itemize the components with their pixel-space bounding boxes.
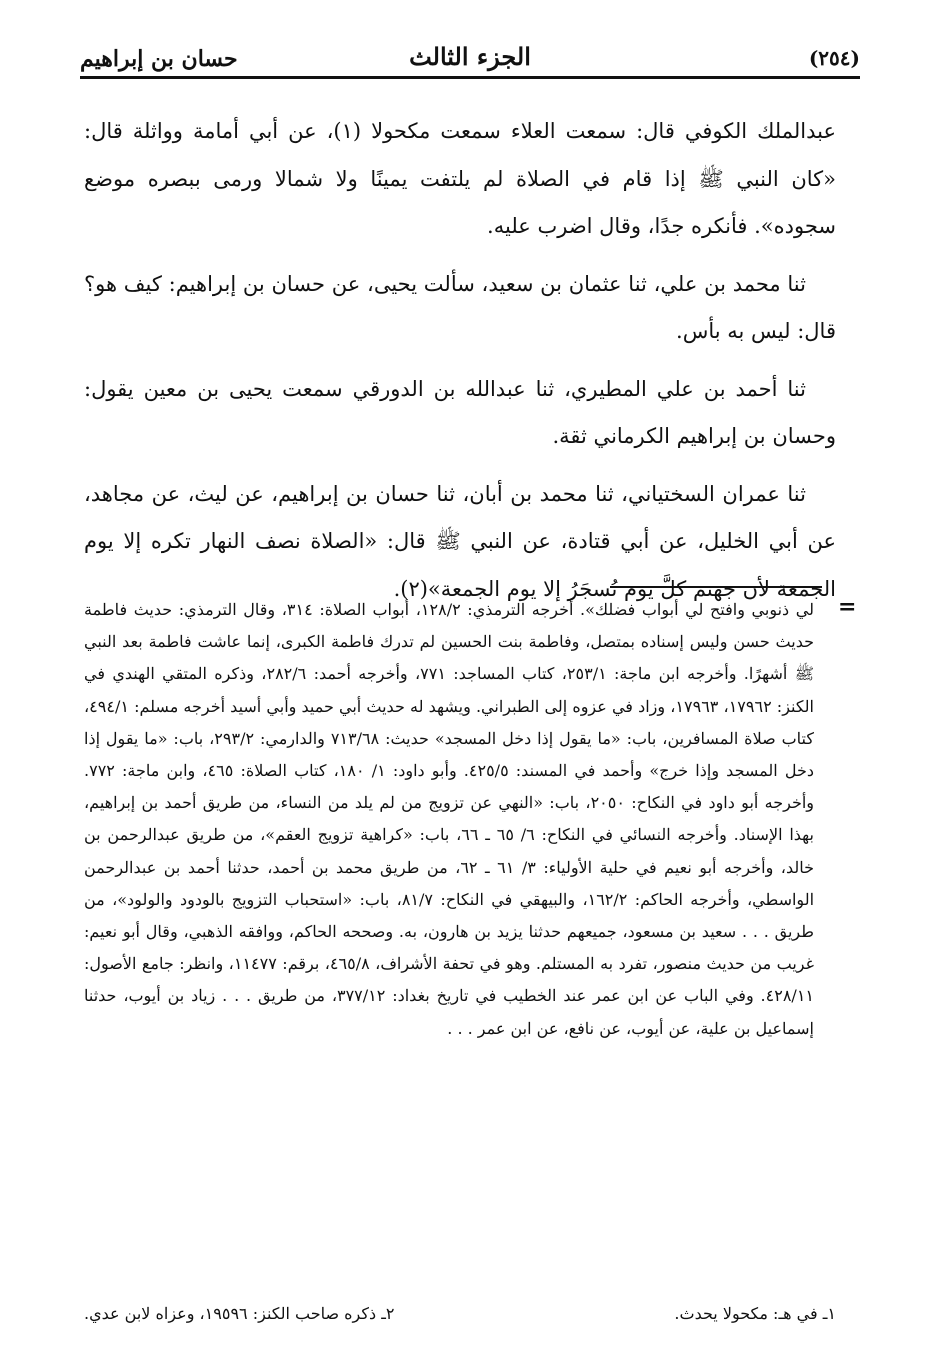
page-header: [80, 38, 860, 78]
paragraph-4: ثنا عمران السختياني، ثنا محمد بن أبان، ثنا حسان بن إبراهيم، عن ليث، عن مجاهد، عن أبي الخليل، عن أبي قتادة، عن النبي ﷺ قال: «الصلاة نصف النهار تكره إلا يوم الجمعة لأن جهنم كلَّ يوم تُسجَرُ إلا يوم الجمعة»(٢).: [84, 481, 836, 601]
footnote-continued: لي ذنوبي وافتح لي أبواب فضلك». أخرجه الترمذي: ١٢٨/٢، أبواب الصلاة: ٣١٤، وقال الترمذي: حديث فاطمة حديث حسن وليس إسناده بمتصل، وفاطمة بنت الحسين لم تدرك فاطمة الكبرى، إنما عاشت فاطمة بعد النبي ﷺ أشهرًا. وأخرجه ابن ماجة: ٢٥٣/١، كتاب المساجد: ٧٧١، وأخرجه أحمد: ٢٨٢/٦، وذكره المتقي الهندي في الكنز: ١٧٩٦٢، ١٧٩٦٣، وزاد في عزوه إلى الطبراني. ويشهد له حديث أبي حميد وأبي أسيد أخرجه مسلم: ٤٩٤/١، كتاب صلاة المسافرين، باب: «ما يقول إذا دخل المسجد» حديث: ٧١٣/٦٨ والدارمي: ٢٩٣/٢، باب: «ما يقول إذا دخل المسجد وإذا خرج» وأحمد في المسند: ٤٢٥/٥. وأبو داود: ١/ ١٨٠، كتاب الصلاة: ٤٦٥، وابن ماجة: ٧٧٢. وأخرجه أبو داود في النكاح: ٢٠٥٠، باب: «النهي عن تزويج من لم يلد من النساء، من طريق أحمد بن إبراهيم، بهذا الإسناد. وأخرجه النسائي في النكاح: ٦/ ٦٥ ـ ٦٦، باب: «كراهية تزويج العقم»، من طريق عبدالرحمن بن خالد، وأخرجه أبو نعيم في حلية الأولياء: ٣/ ٦١ ـ ٦٢، من طريق محمد بن أحمد، حدثنا أحمد بن عبدالرحمن الواسطي، وأخرجه الحاكم: ١٦٢/٢، والبيهقي في النكاح: ٨١/٧، باب: «استحباب التزويج بالودود والولود»، من طريق . . . سعيد بن مسعود، جميعهم حدثنا يزيد بن هارون، به. وصححه الحاكم، ووافقه الذهبي، وقال أبو نعيم: غريب من حديث منصور، تفرد به المستلم. وهو في تحفة الأشراف، ٤٦٥/٨، برقم: ١١٤٧٧، وانظر: جامع الأصول: ٤٢٨/١١. وفي الباب عن ابن عمر عند الخطيب في تاريخ بغداد: ٣٧٧/١٢، من طريق . . . زياد بن أيوب، حدثنا إسماعيل بن علية، عن أيوب، عن نافع، عن ابن عمر . . .: [84, 600, 815, 1038]
entry-name: حسان بن إبراهيم: [80, 46, 238, 72]
paragraph-2: ثنا محمد بن علي، ثنا عثمان بن سعيد، سألت يحيى، عن حسان بن إبراهيم: كيف هو؟ قال: ليس به بأس.: [84, 271, 836, 343]
page-number: (٢٥٤): [808, 46, 860, 70]
footnote-notes: [84, 1304, 836, 1338]
paragraph-1: عبدالملك الكوفي قال: سمعت العلاء سمعت مكحولا (١)، عن أبي أمامة وواثلة قال: «كان النبي ﷺ إذا قام في الصلاة لم يلتفت يمينًا ولا شمالا ورمى ببصره موضع سجوده». فأنكره جدًا، وقال اضرب عليه.: [84, 119, 836, 238]
footnote-1: ١ـ في هـ: مكحولا يحدث.: [674, 1304, 836, 1323]
footnote-continuation-mark: =: [838, 594, 857, 620]
main-text: [84, 108, 836, 623]
footnote-2: ٢ـ ذكره صاحب الكنز: ١٩٥٩٦، وعزاه لابن عدي.: [84, 1304, 395, 1323]
header-divider: [80, 76, 860, 79]
paragraph-3: ثنا أحمد بن علي المطيري، ثنا عبدالله بن الدورقي سمعت يحيى بن معين يقول: وحسان بن إبراهيم الكرماني ثقة.: [84, 376, 836, 448]
footnote-divider: [610, 586, 822, 588]
volume-title: الجزء الثالث: [409, 42, 531, 71]
